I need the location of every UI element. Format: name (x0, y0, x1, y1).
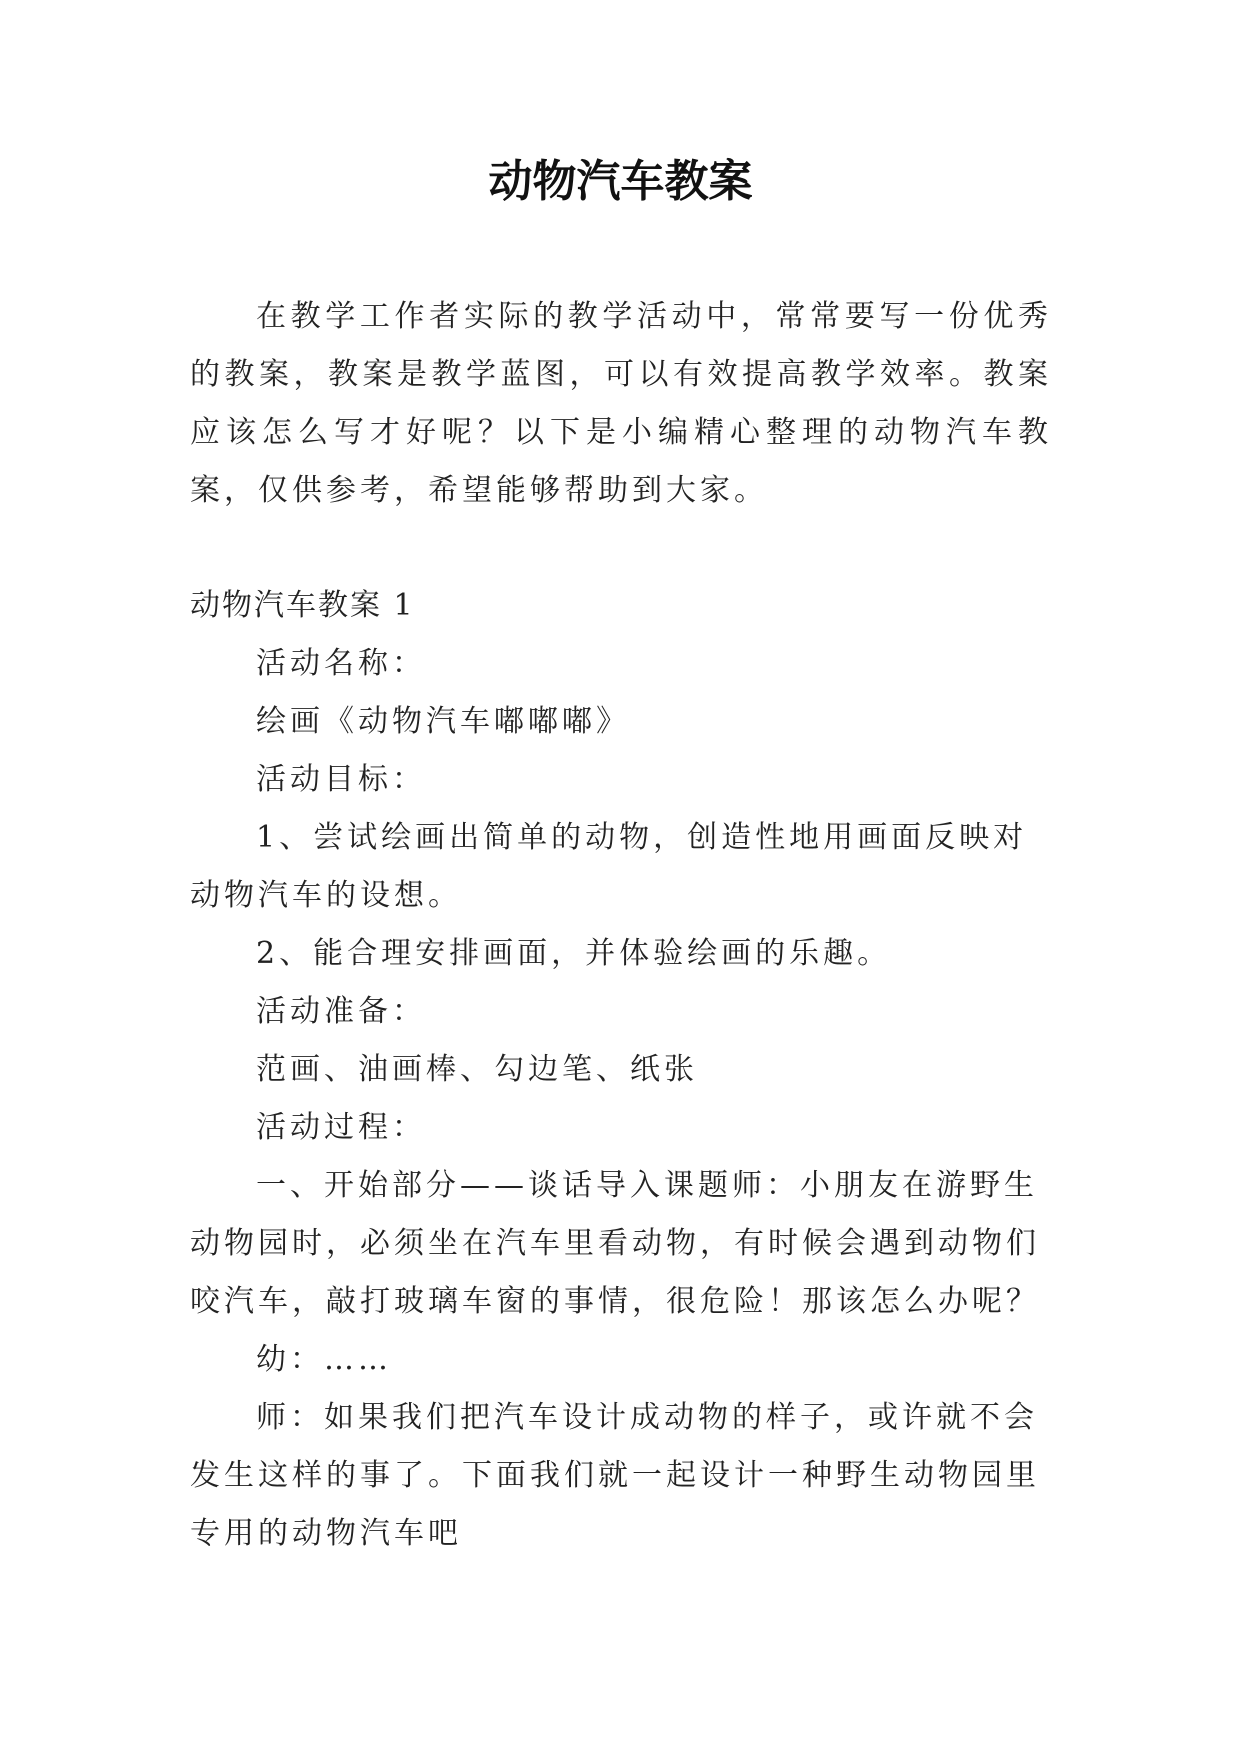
section-heading: 动物汽车教案 1 (190, 588, 415, 623)
process-step-1: 一、开始部分——谈话导入课题师：小朋友在游野生动物园时，必须坐在汽车里看动物，有时候会遇到动物们咬汽车，敲打玻璃车窗的事情，很危险！那该怎么办呢？ (190, 1168, 1040, 1319)
teacher-speech: 师：如果我们把汽车设计成动物的样子，或许就不会发生这样的事了。下面我们就一起设计一种野生动物园里专用的动物汽车吧 (190, 1400, 1040, 1551)
activity-preparation-value: 范画、油画棒、勾边笔、纸张 (256, 1052, 698, 1087)
activity-preparation-label: 活动准备： (256, 994, 426, 1029)
activity-goals-label: 活动目标： (256, 762, 426, 797)
goal-item-1: 1、尝试绘画出简单的动物，创造性地用画面反映对动物汽车的设想。 (190, 820, 1028, 913)
goal-item-2: 2、能合理安排画面，并体验绘画的乐趣。 (256, 936, 892, 971)
activity-name-label: 活动名称： (256, 646, 426, 681)
intro-paragraph: 在教学工作者实际的教学活动中，常常要写一份优秀的教案，教案是教学蓝图，可以有效提高教学效率。教案应该怎么写才好呢？以下是小编精心整理的动物汽车教案，仅供参考，希望能够帮助到大家。 (190, 299, 1052, 508)
child-response: 幼：…… (256, 1342, 392, 1377)
document-title: 动物汽车教案 (488, 156, 753, 207)
lesson-section (190, 577, 1052, 1563)
activity-name-value: 绘画《动物汽车嘟嘟嘟》 (256, 704, 630, 739)
intro-block (190, 288, 1052, 520)
activity-process-label: 活动过程： (256, 1110, 426, 1145)
